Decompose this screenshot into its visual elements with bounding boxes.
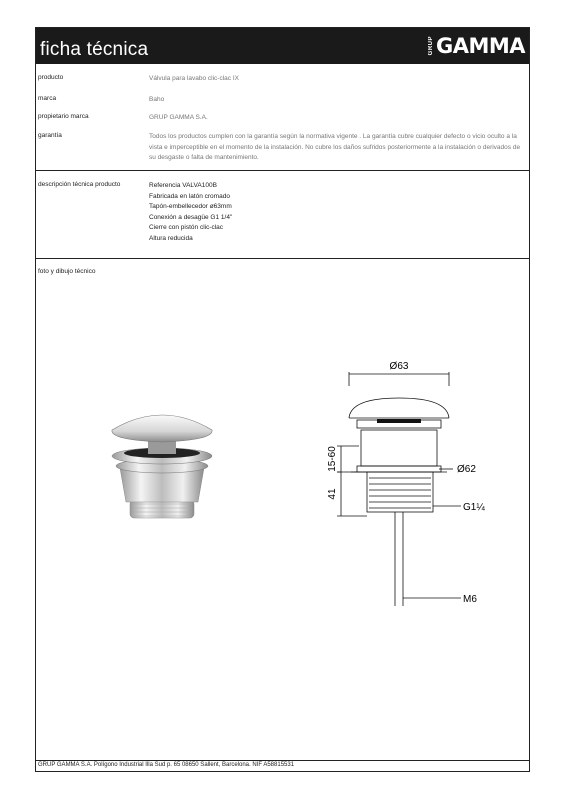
garantia-value: Todos los productos cumplen con la garantía según la normativa vigente . La garantía cubre cualquier defecto o vicio oculto a la vista e imperceptible en el momento de la instalación. No cubre los daños sufridos posteriormente a la instalación o derivados de su desgaste o falta de mantenimiento. [149,133,521,161]
technical-line: Fabricada en latón cromado [149,192,230,200]
page-title: ficha técnica [40,39,149,60]
producto-value: Válvula para lavabo clic-clac IX [149,75,239,82]
technical-label: descripción técnica producto [38,181,121,188]
propietario-value: GRUP GAMMA S.A. [149,114,208,121]
propietario-label: propietario marca [38,113,89,120]
photo-label: foto y dibujo técnico [38,268,96,275]
brand-large: GAMMA [435,34,525,58]
garantia-label: garantía [38,132,62,139]
dim-thread: G1¼ [463,502,485,513]
dim-top: Ø63 [389,361,409,372]
product-photo [106,390,231,530]
header-bar [36,28,529,64]
dim-rod: M6 [463,594,477,605]
technical-line: Altura reducida [149,234,193,242]
dim-flange: Ø62 [457,464,476,475]
footer [36,760,529,771]
footer-text: GRUP GAMMA S.A. Polígono Industrial Illa Sud p. 65 08650 Sallent, Barcelona. NIF A58815531 [38,762,295,768]
technical-line: Conexión a desagüe G1 1/4" [149,213,233,221]
dim-body: 41 [327,488,338,500]
marca-value: Baho [149,96,165,103]
technical-line: Tapón-embellecedor ø63mm [149,203,232,210]
technical-line: Cierre con pistón clic-clac [149,224,224,231]
spec-sheet [35,27,530,772]
technical-drawing [321,358,521,608]
marca-label: marca [38,95,57,102]
brand-logo [428,34,525,58]
brand-small: GRUP [427,36,434,56]
divider-2 [36,258,529,259]
technical-lines [149,181,527,244]
technical-line: Referencia VALVA100B [149,182,217,189]
divider-1 [36,170,529,171]
producto-label: producto [38,74,64,81]
dim-height: 15-60 [327,446,338,472]
